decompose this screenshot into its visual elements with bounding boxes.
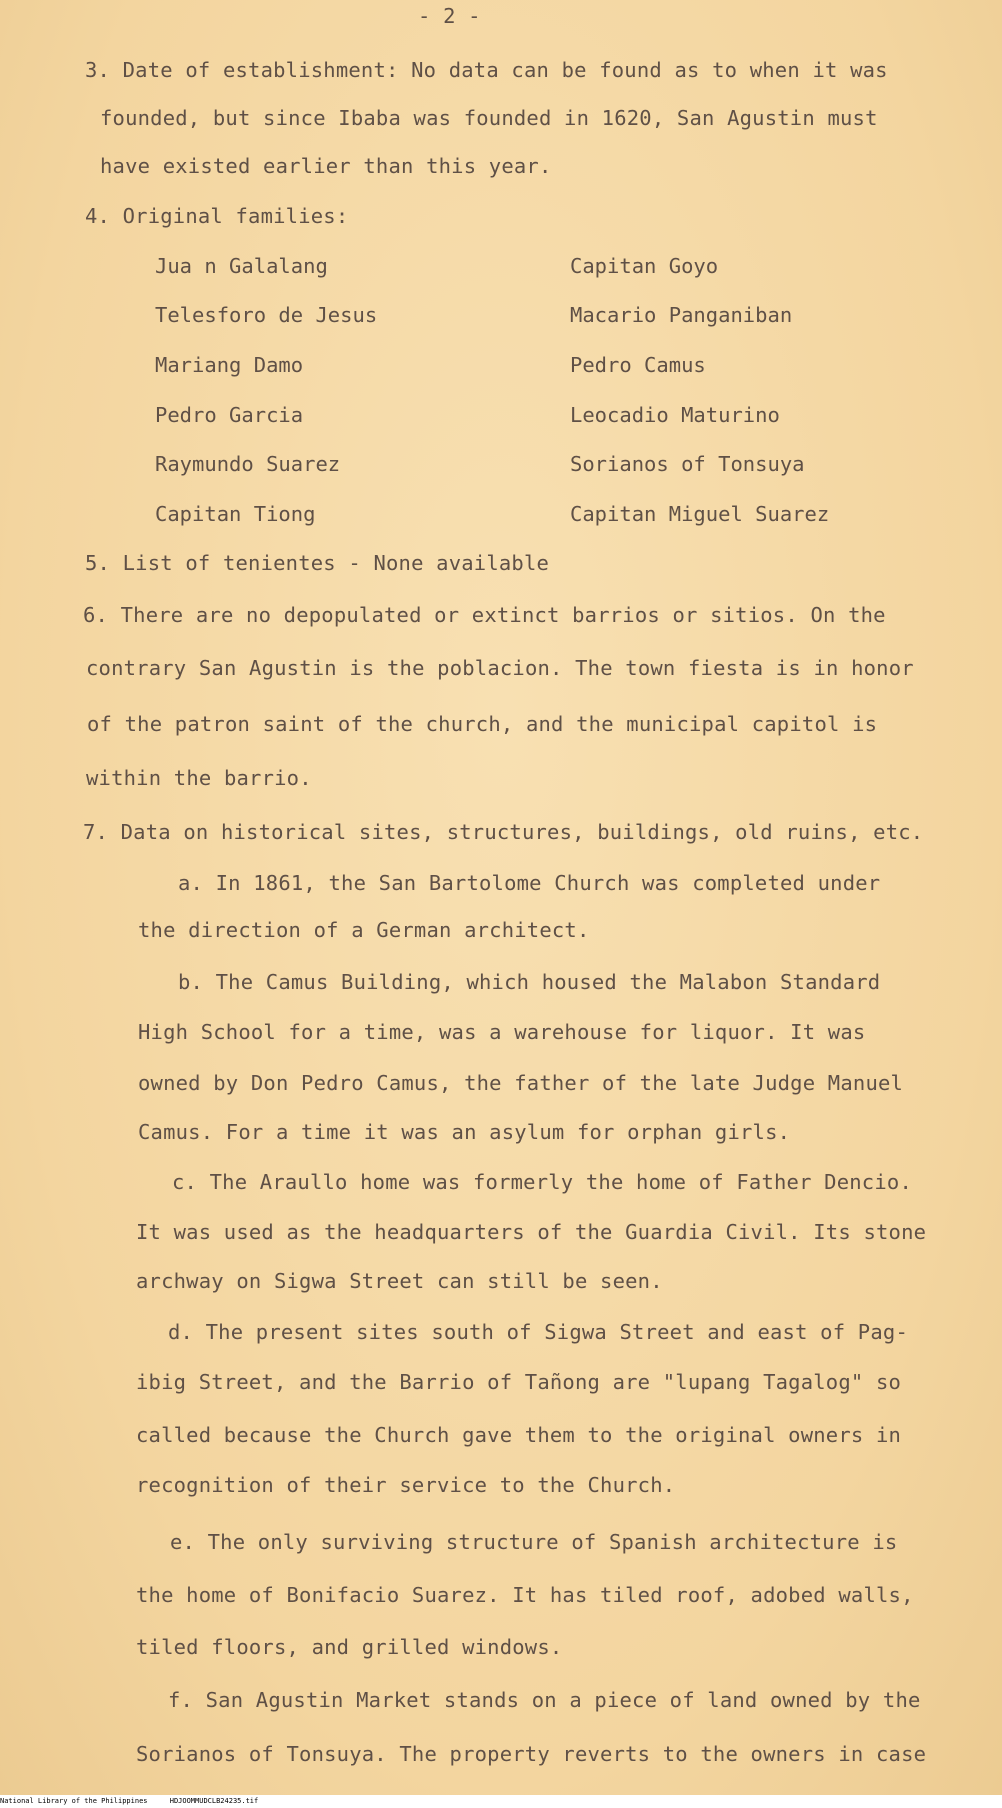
footer-library: National Library of the Philippines [0,1797,148,1805]
section7b-line-2: High School for a time, was a warehouse for liquor. It was [138,1020,866,1044]
section7-heading: 7. Data on historical sites, structures, buildings, old ruins, etc. [83,820,924,844]
section7a-line-1: a. In 1861, the San Bartolome Church was completed under [178,871,881,895]
section3-line-3: have existed earlier than this year. [100,154,552,178]
section7b-line-1: b. The Camus Building, which housed the Malabon Standard [178,970,881,994]
section7f-line-1: f. San Agustin Market stands on a piece of land owned by the [168,1688,921,1712]
section6-line-2: contrary San Agustin is the poblacion. The town fiesta is in honor [86,656,914,680]
family-right-6: Capitan Miguel Suarez [570,502,830,526]
section3-line-1: 3. Date of establishment: No data can be found as to when it was [85,58,888,82]
scan-footer [0,1795,1002,1808]
section7c-line-2: It was used as the headquarters of the Guardia Civil. Its stone [136,1220,927,1244]
section7d-line-3: called because the Church gave them to the original owners in [136,1423,902,1447]
section3-line-2: founded, but since Ibaba was founded in 1620, San Agustin must [100,106,878,130]
section7d-line-4: recognition of their service to the Church. [136,1473,676,1497]
section7b-line-3: owned by Don Pedro Camus, the father of the late Judge Manuel [138,1071,904,1095]
family-left-6: Capitan Tiong [155,502,316,526]
section7a-line-2: the direction of a German architect. [138,918,590,942]
section6-line-1: 6. There are no depopulated or extinct barrios or sitios. On the [83,603,886,627]
family-left-4: Pedro Garcia [155,403,304,427]
family-right-5: Sorianos of Tonsuya [570,452,805,476]
section7e-line-3: tiled floors, and grilled windows. [136,1635,563,1659]
family-left-5: Raymundo Suarez [155,452,341,476]
page-number: - 2 - [418,4,481,28]
family-right-2: Macario Panganiban [570,303,793,327]
section7c-line-1: c. The Araullo home was formerly the home of Father Dencio. [172,1170,912,1194]
section7d-line-1: d. The present sites south of Sigwa Street and east of Pag- [168,1320,908,1344]
section7f-line-2: Sorianos of Tonsuya. The property reverts to the owners in case [136,1742,927,1766]
family-left-1: Jua n Galalang [155,254,328,278]
family-left-2: Telesforo de Jesus [155,303,378,327]
family-right-4: Leocadio Maturino [570,403,780,427]
family-left-3: Mariang Damo [155,353,304,377]
section7d-line-2: ibig Street, and the Barrio of Tañong are "lupang Tagalog" so [136,1370,902,1394]
section6-line-4: within the barrio. [86,766,312,790]
section7b-line-4: Camus. For a time it was an asylum for orphan girls. [138,1120,791,1144]
footer-file-id: HDJOOMMUDCLB24235.tif [169,1797,259,1805]
family-right-1: Capitan Goyo [570,254,719,278]
family-right-3: Pedro Camus [570,353,706,377]
section7c-line-3: archway on Sigwa Street can still be seen. [136,1269,663,1293]
section5: 5. List of tenientes - None available [85,551,550,575]
section4-heading: 4. Original families: [85,204,349,228]
section7e-line-1: e. The only surviving structure of Spanish architecture is [170,1530,898,1554]
section7e-line-2: the home of Bonifacio Suarez. It has tiled roof, adobed walls, [136,1583,914,1607]
section6-line-3: of the patron saint of the church, and the municipal capitol is [87,712,878,736]
